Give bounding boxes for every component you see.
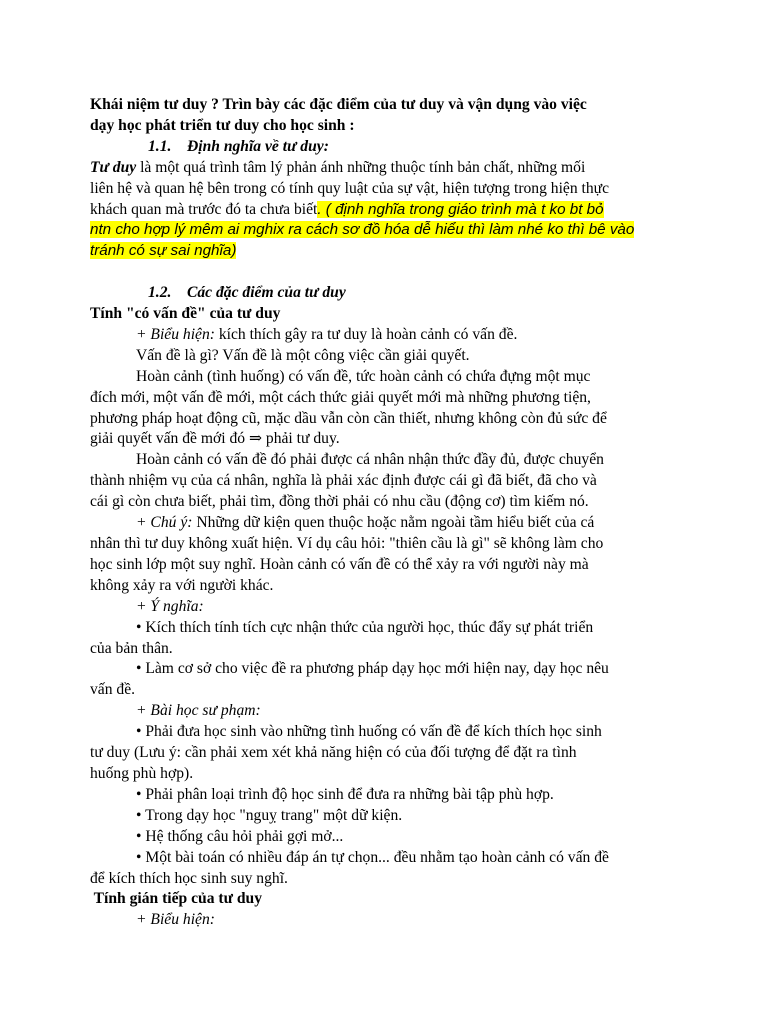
document-page [90,95,680,931]
definition-term: Tư duy [90,158,137,176]
problem-chu-y-text: Những dữ kiện quen thuộc hoặc nằm ngoài tầm hiểu biết của cá [192,514,595,532]
y-nghia-bullet-1-line-2: của bản thân. [90,639,173,657]
highlighted-note-part-1: . ( định nghĩa trong giáo trình mà t ko bt bỏ [317,200,604,218]
indirect-heading: Tính gián tiếp của tư duy [90,890,262,908]
problem-bieu-hien [90,325,680,346]
highlighted-note-part-2: ntn cho hợp lý mêm ai mghix ra cách sơ đồ hóa dễ hiểu thì làm nhé ko thì bê vào [90,221,635,239]
section-1-2-number: 1.2. [148,284,172,302]
bai-hoc-bullet-2: • Phải phân loại trình độ học sinh để đưa ra những bài tập phù hợp. [136,785,554,803]
definition-line-1-text: là một quá trình tâm lý phản ánh những thuộc tính bản chất, những mối [136,158,586,176]
section-1-1-title: Định nghĩa về tư duy: [186,137,329,155]
problem-bai-hoc-label: + Bài học sư phạm: [136,702,261,720]
problem-hoan-canh-2-line-1: Hoàn cảnh có vấn đề đó phải được cá nhân nhận thức đầy đủ, được chuyển [136,451,604,469]
indirect-bieu-hien-label: + Biểu hiện: [136,911,215,929]
y-nghia-bullet-1-line-1: • Kích thích tính tích cực nhận thức của người học, thúc đẩy sự phát triển [136,618,594,636]
definition-line-3-text: khách quan mà trước đó ta chưa biết [90,200,318,218]
bai-hoc-bullet-5-line-1: • Một bài toán có nhiều đáp án tự chọn... đều nhằm tạo hoàn cảnh có vấn đề [136,848,609,866]
section-1-2-title: Các đặc điểm của tư duy [186,284,346,302]
bai-hoc-bullet-5-line-2: để kích thích học sinh suy nghĩ. [90,869,288,887]
bai-hoc-bullet-1-line-3: huống phù hợp). [90,764,194,782]
problem-chu-y-line-4: không xảy ra với người khác. [90,576,274,594]
problem-hoan-canh-1-line-4: giải quyết vấn đề mới đó ⇒ phải tư duy. [90,430,340,448]
highlighted-note-part-3: tránh có sự sai nghĩa) [90,242,237,260]
blank-line [90,262,680,283]
document-title-line-1: Khái niệm tư duy ? Trìn bày các đặc điểm của tư duy và vận dụng vào việc [90,96,587,113]
problem-hoan-canh-1-line-3: phương pháp hoạt động cũ, mặc dầu vẫn còn cần thiết, nhưng không còn đủ sức để [90,409,607,427]
definition-line-3 [90,200,680,221]
problem-hoan-canh-1-line-2: đích mới, một vấn đề mới, một cách thức giải quyết mới mà những phương tiện, [90,388,591,406]
problem-van-de: Vấn đề là gì? Vấn đề là một công việc cần giải quyết. [136,346,470,364]
problem-bieu-hien-label: + Biểu hiện: [136,325,215,343]
problem-chu-y-label: + Chú ý: [136,514,193,532]
problem-bieu-hien-text: kích thích gây ra tư duy là hoàn cảnh có vấn đề. [214,325,518,343]
document-title-line-2: dạy học phát triển tư duy cho học sinh : [90,116,355,134]
problem-hoan-canh-2-line-2: thành nhiệm vụ của cá nhân, nghĩa là phải xác định được cái gì đã biết, đã cho và [90,472,597,490]
section-1-1-heading [90,137,680,158]
y-nghia-bullet-2-line-1: • Làm cơ sở cho việc đề ra phương pháp dạy học mới hiện nay, dạy học nêu [136,660,609,678]
section-1-2-heading [90,283,680,304]
y-nghia-bullet-2-line-2: vấn đề. [90,681,136,699]
problem-chu-y-line-2: nhân thì tư duy không xuất hiện. Ví dụ câu hỏi: "thiên cầu là gì" sẽ không làm cho [90,535,604,553]
section-1-1-number: 1.1. [148,137,172,155]
bai-hoc-bullet-3: • Trong dạy học "nguỵ trang" một dữ kiện. [136,806,403,824]
problem-heading: Tính "có vấn đề" của tư duy [90,305,281,323]
problem-hoan-canh-1-line-1: Hoàn cảnh (tình huống) có vấn đề, tức hoàn cảnh có chứa đựng một mục [136,367,591,385]
problem-chu-y-line-3: học sinh lớp một suy nghĩ. Hoàn cảnh có vấn đề có thể xảy ra với người này mà [90,555,589,573]
problem-chu-y [90,513,680,534]
bai-hoc-bullet-1-line-1: • Phải đưa học sinh vào những tình huống có vấn đề để kích thích học sinh [136,723,602,741]
definition-line-2: liên hệ và quan hệ bên trong có tính quy luật của sự vật, hiện tượng trong hiện thực [90,179,610,197]
bai-hoc-bullet-1-line-2: tư duy (Lưu ý: cần phải xem xét khả năng hiện có của đối tượng để đặt ra tình [90,744,577,762]
definition-line-4 [90,220,680,241]
problem-hoan-canh-2-line-3: cái gì còn chưa biết, phải tìm, đồng thời phải có nhu cầu (động cơ) tìm kiếm nó. [90,493,589,511]
definition-line-1 [90,158,680,179]
problem-y-nghia-label: + Ý nghĩa: [136,597,204,615]
definition-line-5 [90,241,680,262]
bai-hoc-bullet-4: • Hệ thống câu hỏi phải gợi mở... [136,827,344,845]
